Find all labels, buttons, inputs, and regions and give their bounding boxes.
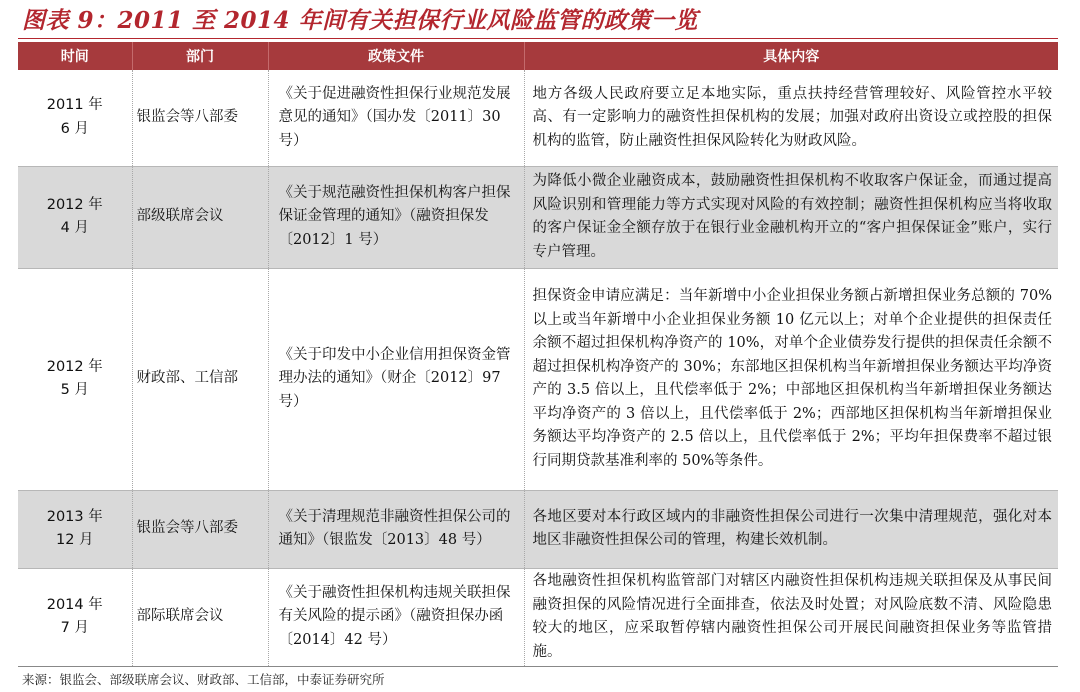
row-department: 部级联席会议 [132, 166, 268, 268]
row-date [18, 568, 132, 666]
date-month: 4 月 [60, 220, 89, 236]
row-policy-document: 《关于促进融资性担保行业规范发展意见的通知》（国办发〔2011〕30 号） [268, 70, 524, 166]
row-department: 银监会等八部委 [132, 70, 268, 166]
header-time: 时间 [18, 42, 132, 70]
date-month: 12 月 [55, 532, 94, 548]
policy-table [18, 42, 1058, 667]
date-month: 5 月 [60, 382, 89, 398]
table-row [18, 490, 1058, 568]
header-department: 部门 [132, 42, 268, 70]
row-department: 财政部、工信部 [132, 268, 268, 490]
row-department: 银监会等八部委 [132, 490, 268, 568]
date-month: 7 月 [60, 620, 89, 636]
source-divider [18, 666, 1058, 667]
row-policy-document: 《关于规范融资性担保机构客户担保保证金管理的通知》（融资担保发〔2012〕1 号） [268, 166, 524, 268]
row-date [18, 166, 132, 268]
table-row [18, 268, 1058, 490]
row-policy-document: 《关于印发中小企业信用担保资金管理办法的通知》（财企〔2012〕97 号） [268, 268, 524, 490]
date-month: 6 月 [60, 120, 89, 137]
row-content: 地方各级人民政府要立足本地实际，重点扶持经营管理较好、风险管控水平较高、有一定影响力的融资性担保机构的发展；加强对政府出资设立或控股的担保机构的监管，防止融资性担保风险转化为财政风险。 [524, 70, 1058, 166]
row-date [18, 268, 132, 490]
row-content: 担保资金申请应满足：当年新增中小企业担保业务额占新增担保业务总额的 70%以上或当年新增中小企业担保业务额 10 亿元以上；对单个企业提供的担保责任余额不超过担保机构净资产的 10%，对单个企业债券发行提供的担保责任余额不超过担保机构净资产的 30%；东部地区担保机构当年新增担保业务额达平均净资产的 3.5 倍以上，且代偿率低于 2%；中部地区担保机构当年新增担保业务额达平均净资产的 3 倍以上，且代偿率低于 2%；西部地区担保机构当年新增担保业务额达平均净资产的 2.5 倍以上，且代偿率低于 2%；平均年担保费率不超过银行同期贷款基准利率的 50%等条件。 [524, 268, 1058, 490]
row-content: 各地区要对本行政区域内的非融资性担保公司进行一次集中清理规范，强化对本地区非融资性担保公司的管理，构建长效机制。 [524, 490, 1058, 568]
row-policy-document: 《关于清理规范非融资性担保公司的通知》（银监发〔2013〕48 号） [268, 490, 524, 568]
header-policy-document: 政策文件 [268, 42, 524, 70]
title-divider [18, 38, 1058, 39]
figure-title: 图表 9：2011 至 2014 年间有关担保行业风险监管的政策一览 [22, 7, 699, 34]
row-department: 部际联席会议 [132, 568, 268, 666]
row-date [18, 70, 132, 166]
table-row [18, 166, 1058, 268]
row-date [18, 490, 132, 568]
date-year: 2012 年 [46, 358, 103, 375]
date-year: 2011 年 [46, 97, 103, 114]
date-year: 2013 年 [46, 508, 103, 525]
row-content: 为降低小微企业融资成本，鼓励融资性担保机构不收取客户保证金，而通过提高风险识别和管理能力等方式实现对风险的有效控制；融资性担保机构应当将收取的客户保证金全额存放于在银行业金融机构开立的“客户担保保证金”账户，实行专户管理。 [524, 166, 1058, 268]
source-note: 来源：银监会、部级联席会议、财政部、工信部，中泰证券研究所 [22, 672, 385, 687]
row-content: 各地融资性担保机构监管部门对辖区内融资性担保机构违规关联担保及从事民间融资担保的风险情况进行全面排查，依法及时处置；对风险底数不清、风险隐患较大的地区，应采取暂停辖内融资性担保公司开展民间融资担保业务等监管措施。 [524, 568, 1058, 666]
table-header-row [18, 42, 1058, 70]
date-year: 2014 年 [46, 596, 103, 613]
table-row [18, 568, 1058, 666]
header-content: 具体内容 [524, 42, 1058, 70]
date-year: 2012 年 [46, 196, 103, 213]
table-row [18, 70, 1058, 166]
row-policy-document: 《关于融资性担保机构违规关联担保有关风险的提示函》（融资担保办函〔2014〕42 号） [268, 568, 524, 666]
